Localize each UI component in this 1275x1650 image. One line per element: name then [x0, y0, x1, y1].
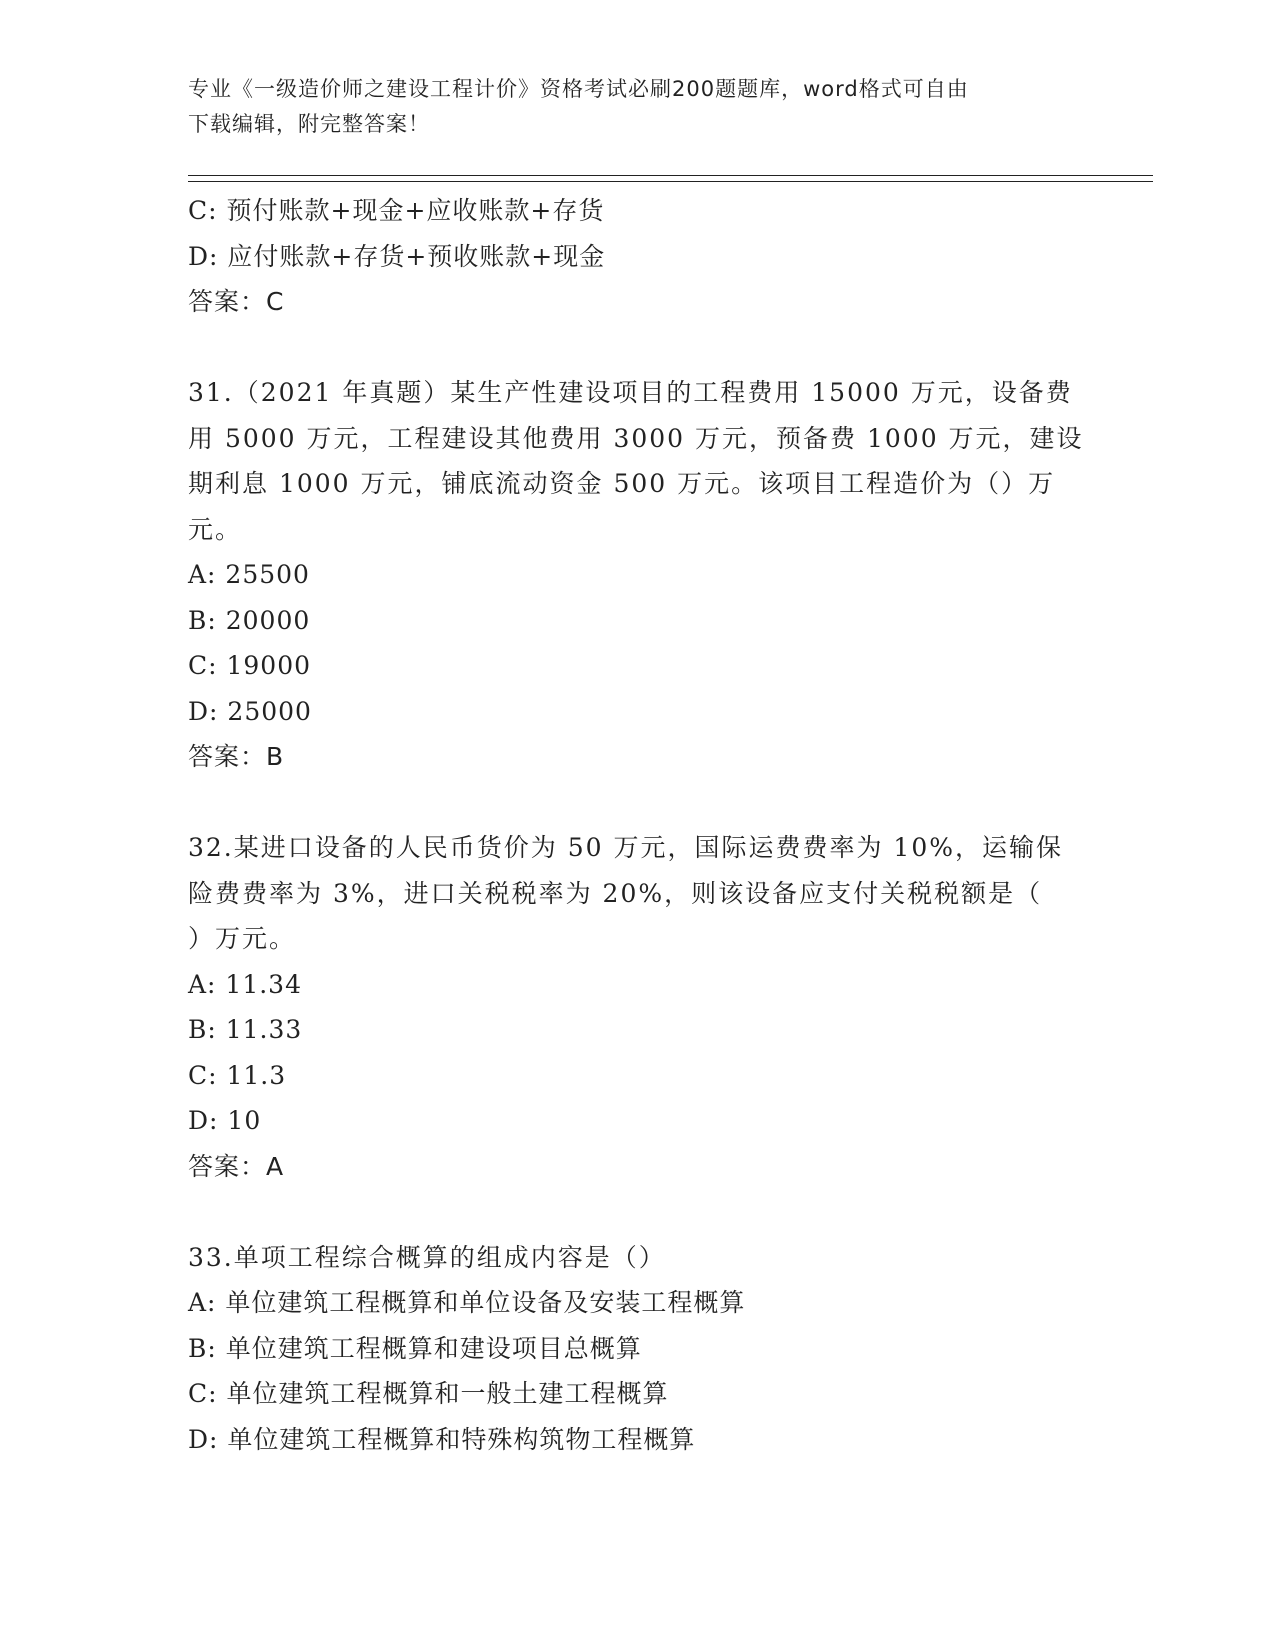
header-rule-top	[188, 175, 1153, 176]
header-line-2: 下载编辑，附完整答案！	[188, 112, 430, 136]
question-stem-line: 32.某进口设备的人民币货价为 50 万元，国际运费费率为 10%，运输保	[188, 833, 1063, 862]
prev-question	[188, 188, 1088, 325]
question-stem-line: 期利息 1000 万元，铺底流动资金 500 万元。该项目工程造价为（）万	[188, 469, 1056, 498]
option-a: A: 25500	[188, 560, 310, 589]
header-rule-bottom	[188, 181, 1153, 182]
question-31	[188, 370, 1088, 780]
option-a: A: 11.34	[188, 969, 302, 999]
option-d: D: 10	[188, 1106, 262, 1135]
question-stem-line: 31.（2021 年真题）某生产性建设项目的工程费用 15000 万元，设备费	[188, 378, 1073, 407]
spacer	[188, 325, 1088, 371]
question-content	[188, 188, 1088, 1462]
option-c: C: 单位建筑工程概算和一般土建工程概算	[188, 1379, 669, 1408]
answer-line: 答案：B	[188, 742, 285, 771]
option-c: C: 预付账款+现金+应收账款+存货	[188, 196, 605, 225]
question-stem-line: ）万元。	[188, 924, 297, 953]
page-header	[188, 72, 1088, 142]
option-b: B: 单位建筑工程概算和建设项目总概算	[188, 1333, 642, 1363]
option-b: B: 11.33	[188, 1015, 303, 1044]
option-d: D: 单位建筑工程概算和特殊构筑物工程概算	[188, 1424, 696, 1454]
question-stem-line: 33.单项工程综合概算的组成内容是（）	[188, 1242, 666, 1272]
option-a: A: 单位建筑工程概算和单位设备及安装工程概算	[188, 1288, 746, 1317]
question-stem-line: 用 5000 万元，工程建设其他费用 3000 万元，预备费 1000 万元，建设	[188, 423, 1084, 453]
option-c: C: 19000	[188, 651, 312, 680]
option-d: D: 应付账款+存货+预收账款+现金	[188, 241, 606, 271]
option-b: B: 20000	[188, 605, 311, 635]
spacer	[188, 780, 1088, 826]
header-line-1: 专业《一级造价师之建设工程计价》资格考试必刷200题题库，word格式可自由	[188, 77, 969, 101]
answer-line: 答案：A	[188, 1151, 285, 1181]
option-d: D: 25000	[188, 696, 312, 726]
answer-line: 答案：C	[188, 287, 285, 316]
spacer	[188, 1189, 1088, 1235]
question-33	[188, 1235, 1088, 1463]
question-stem-line: 险费费率为 3%，进口关税税率为 20%，则该设备应支付关税税额是（	[188, 878, 1043, 908]
question-stem-line: 元。	[188, 514, 243, 544]
option-c: C: 11.3	[188, 1060, 287, 1090]
question-32	[188, 825, 1088, 1189]
